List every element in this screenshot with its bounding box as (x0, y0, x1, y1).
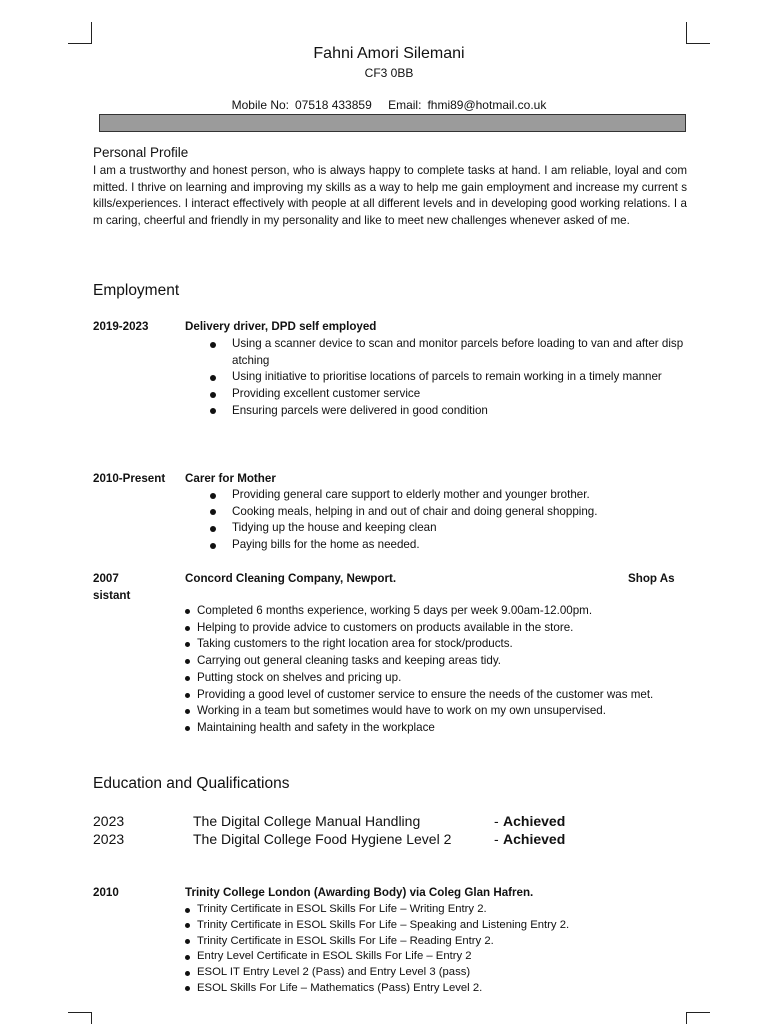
list-item: Trinity Certificate in ESOL Skills For Life – Reading Entry 2. (185, 934, 687, 950)
qualification-dash: - (494, 831, 499, 847)
crop-mark-bottom-right (686, 1012, 710, 1024)
email-label: Email: (388, 98, 422, 112)
list-item: Paying bills for the home as needed. (210, 537, 686, 554)
job-date: 2019-2023 (93, 320, 149, 333)
list-item: Ensuring parcels were delivered in good condition (210, 403, 686, 420)
list-item: ESOL Skills For Life – Mathematics (Pass) Entry Level 2. (185, 981, 687, 997)
job-date: 2010-Present (93, 472, 166, 485)
trinity-title: Trinity College London (Awarding Body) via Coleg Glan Hafren. (185, 886, 534, 899)
qualification-year: 2023 (93, 813, 125, 829)
crop-mark-top-right (686, 22, 710, 44)
trinity-year: 2010 (93, 886, 119, 899)
list-item: Trinity Certificate in ESOL Skills For Life – Writing Entry 2. (185, 902, 687, 918)
qualification-name: The Digital College Manual Handling (193, 813, 421, 829)
qualification-dash: - (494, 813, 499, 829)
postcode: CF3 0BB (364, 66, 414, 80)
qualification-status: Achieved (503, 813, 566, 829)
list-item: Taking customers to the right location area for stock/products. (185, 636, 687, 653)
job-title: Concord Cleaning Company, Newport. (185, 572, 397, 585)
list-item: Tidying up the house and keeping clean (210, 520, 686, 537)
job-role: Shop As (628, 572, 675, 585)
list-item: Using initiative to prioritise locations of parcels to remain working in a timely manner (210, 369, 686, 386)
profile-text: I am a trustworthy and honest person, who is always happy to complete tasks at hand. I am reliable, loyal and committed. I thrive on learning and improving my skills as a way to help me gain employment and increase my current skills/experiences. I interact effectively with people at all different levels and in developing good working relations. I am caring, cheerful and friendly in my personality and like to meet new challenges whenever asked of me. (93, 164, 687, 228)
list-item: Providing a good level of customer service to ensure the needs of the customer was met. (185, 687, 687, 704)
job-title: Carer for Mother (185, 472, 276, 485)
crop-mark-bottom-left (68, 1012, 92, 1024)
list-item: Working in a team but sometimes would have to work on my own unsupervised. (185, 703, 687, 720)
list-item: ESOL IT Entry Level 2 (Pass) and Entry Level 3 (pass) (185, 965, 687, 981)
list-item: Completed 6 months experience, working 5 days per week 9.00am-12.00pm. (185, 603, 687, 620)
job-role-continued: sistant (93, 589, 131, 602)
trinity-certificates-list (185, 902, 687, 997)
mobile-number: 07518 433859 (295, 98, 372, 112)
list-item: Maintaining health and safety in the workplace (185, 720, 687, 737)
profile-heading: Personal Profile (93, 145, 189, 160)
qualification-year: 2023 (93, 831, 125, 847)
header-divider-bar (99, 114, 686, 132)
list-item: Trinity Certificate in ESOL Skills For Life – Speaking and Listening Entry 2. (185, 918, 687, 934)
list-item: Using a scanner device to scan and monitor parcels before loading to van and after dispatching (210, 336, 686, 369)
job-title: Delivery driver, DPD self employed (185, 320, 377, 333)
list-item: Helping to provide advice to customers on products available in the store. (185, 620, 687, 637)
list-item: Carrying out general cleaning tasks and keeping areas tidy. (185, 653, 687, 670)
employment-heading: Employment (93, 282, 180, 299)
contact-line (0, 98, 768, 112)
candidate-name: Fahni Amori Silemani (313, 45, 465, 62)
list-item: Providing general care support to elderly mother and younger brother. (210, 487, 686, 504)
job-duties-list (210, 487, 686, 554)
mobile-label: Mobile No: (231, 98, 289, 112)
crop-mark-top-left (68, 22, 92, 44)
education-heading: Education and Qualifications (93, 775, 290, 792)
list-item: Cooking meals, helping in and out of chair and doing general shopping. (210, 504, 686, 521)
job-duties-list (210, 336, 686, 420)
job-duties-list (185, 603, 687, 737)
qualification-status: Achieved (503, 831, 566, 847)
list-item: Entry Level Certificate in ESOL Skills For Life – Entry 2 (185, 949, 687, 965)
list-item: Putting stock on shelves and pricing up. (185, 670, 687, 687)
job-date: 2007 (93, 572, 119, 585)
list-item: Providing excellent customer service (210, 386, 686, 403)
email-address: fhmi89@hotmail.co.uk (427, 98, 547, 112)
qualification-name: The Digital College Food Hygiene Level 2 (193, 831, 452, 847)
